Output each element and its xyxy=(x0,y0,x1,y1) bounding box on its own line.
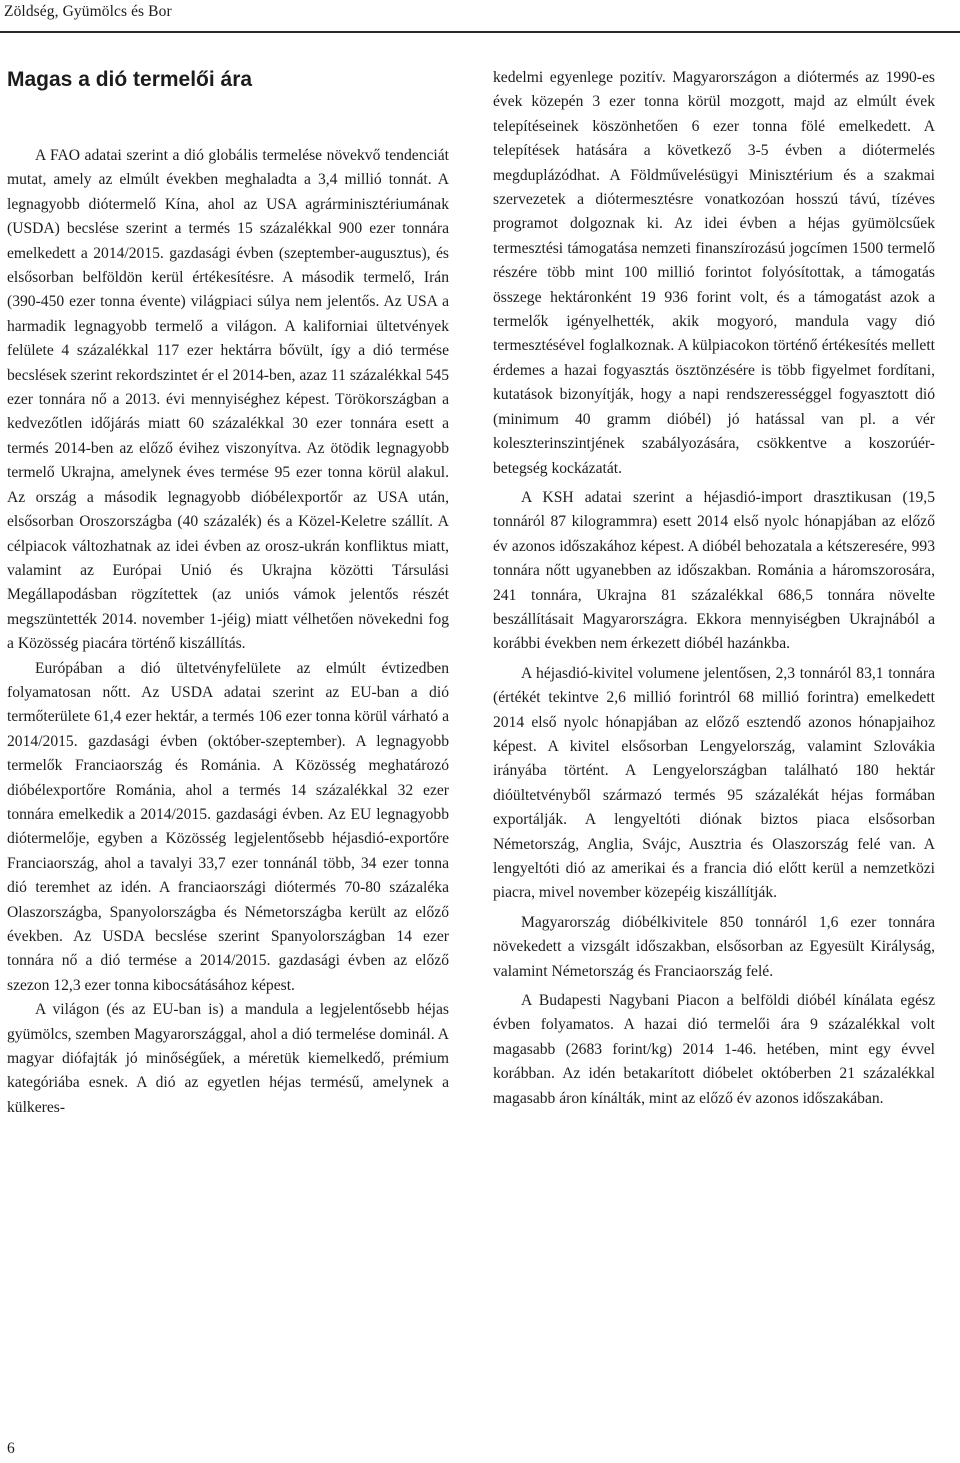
left-column xyxy=(7,144,449,1120)
paragraph-right-1: kedelmi egyenlege pozitív. Magyarországon a diótermés az 1990-es évek közepén 3 ezer tonna körül mozgott, majd az elmúlt évek telepítéseinek köszönhetően 6 ezer tonna fölé emelkedett. A telepítések hatására a következő 3-5 évben a diótermelés megduplázódhat. A Földművelésügyi Minisztérium és a szakmai szervezetek a diótermesztésre vonatkozóan hosszú távú, tízéves programot dolgoznak ki. Az idei évben a héjas gyümölcsűek termesztési támogatása nemzeti finanszírozású jogcímen 1500 termelő részére több mint 100 millió forintot folyósítottak, a támogatás összege hektáronként 19 936 forint volt, és a támogatást azok a termelők igényelhették, akik mogyoró, mandula vagy dió termesztésével foglalkoznak. A külpiacokon történő értékesítés mellett érdemes a hazai fogyasztás ösztönzésére is több figyelmet fordítani, kutatások bizonyítják, hogy a napi rendszerességgel fogyasztott dió (minimum 40 gramm dióbél) jó hatással van pl. a vér koleszterinszintjének szabályozására, csökkentve a koszorúér-betegség kockázatát. xyxy=(493,69,935,477)
paragraph-left-2: Európában a dió ültetvényfelülete az elmúlt évtizedben folyamatosan nőtt. Az USDA adatai szerint az EU-ban a dió termőterülete 61,4 ezer hektár, a termés 106 ezer tonna körül várható a 2014/2015. gazdasági évben (október-szeptember). A legnagyobb termelők Franciaország és Románia. A Közösség meghatározó dióbélexportőre Románia, ahol a termés 14 százalékkal 32 ezer tonnára emelkedik a 2014/2015. gazdasági évben. Az EU legnagyobb diótermelője, egyben a Közösség legjelentősebb héjasdió-exportőre Franciaország, ahol a tavalyi 33,7 ezer tonnánál több, 34 ezer tonna dió teremhet az idén. A franciaországi diótermés 70-80 százaléka Olaszországba, Spanyolországba és Németországba került az előző években. Az USDA becslése szerint Spanyolországban 14 ezer tonnára nő a dió termése a 2014/2015. gazdasági évben az előző szezon 12,3 ezer tonna kibocsátásához képest. xyxy=(7,659,449,994)
paragraph-right-4: Magyarország dióbélkivitele 850 tonnáról 1,6 ezer tonnára növekedett a vizsgált időszakban, elsősorban az Egyesült Királyság, valamint Németország és Franciaország felé. xyxy=(493,913,935,980)
article-title: Magas a dió termelői ára xyxy=(7,68,253,91)
paragraph-left-1: A FAO adatai szerint a dió globális termelése növekvő tendenciát mutat, amely az elmúlt években meghaladta a 3,4 millió tonnát. A legnagyobb diótermelő Kína, ahol az USA agrárminisztériumának (USDA) becslése szerint a termés 15 százalékkal 900 ezer tonnára emelkedett a 2014/2015. gazdasági évben (szeptember-augusztus), és elsősorban belföldön kerül értékesítésre. A második termelő, Irán (390-450 ezer tonna évente) világpiaci súlya nem jelentős. Az USA a harmadik legnagyobb termelő a világon. A kaliforniai ültetvények felülete 4 százalékkal 117 ezer hektárra bővült, így a dió termése becslések szerint rekordszintet ér el 2014-ben, azaz 11 százalékkal 545 ezer tonnára nő a 2013. évi mennyiséghez képest. Törökországban a kedvezőtlen időjárás miatt 60 százalékkal 30 ezer tonnára esett a termés 2014-ben az előző évihez viszonyítva. Az ötödik legnagyobb termelő Ukrajna, amelynek éves termése 95 ezer tonna körül alakul. Az ország a második legnagyobb dióbélexportőr az USA után, elsősorban Oroszországba (40 százalék) és a Közel-Keletre szállít. A célpiacok változhatnak az idei évben az orosz-ukrán konfliktus miatt, valamint az Európai Unió és Ukrajna közötti Társulási Megállapodásban rögzítettek (az uniós vámok jelentős részét megszüntették 2014. november 1-jéig) miatt vélhetően növekedni fog a Közösség piacára történő kiszállítás. xyxy=(7,147,449,653)
header-rule xyxy=(0,31,960,33)
right-column xyxy=(493,66,935,1111)
paragraph-left-3: A világon (és az EU-ban is) a mandula a legjelentősebb héjas gyümölcs, szemben Magyarországgal, ahol a dió termelése dominál. A magyar diófajták jó minőségűek, a méretük kiemelkedő, prémium kategóriába esnek. A dió az egyetlen héjas termésű, amelynek a külkeres- xyxy=(7,1001,449,1116)
running-head: Zöldség, Gyümölcs és Bor xyxy=(4,3,172,20)
page-number: 6 xyxy=(7,1440,15,1457)
paragraph-right-2: A KSH adatai szerint a héjasdió-import drasztikusan (19,5 tonnáról 87 kilogrammra) esett 2014 első nyolc hónapjában az előző év azonos időszakához képest. A dióbél behozatala a kétszeresére, 993 tonnára nőtt ugyanebben az időszakban. Románia a háromszorosára, 241 tonnára, Ukrajna 81 százalékkal 686,5 tonnára növelte beszállításait Magyarországra. Ekkora mennyiségben Ukrajnából a korábbi években nem érkezett dióbél hazánkba. xyxy=(493,488,935,653)
paragraph-right-3: A héjasdió-kivitel volumene jelentősen, 2,3 tonnáról 83,1 tonnára (értékét tekintve 2,6 millió forintról 68 millió forintra) emelkedett 2014 első nyolc hónapjában az előző esztendő azonos hónapjaihoz képest. A kivitel elsősorban Lengyelország, valamint Szlovákia irányába történt. A Lengyelországban található 180 hektár dióültetvényből származó termés 95 százalékát héjas formában exportálják. A lengyeltóti diónak biztos piaca elsősorban Németország, Anglia, Svájc, Ausztria és Olaszország felé van. A lengyeltóti dió az amerikai és a francia dió előtt kerül a nemzetközi piacra, mivel november közepéig kiszállítják. xyxy=(493,664,935,902)
paragraph-right-5: A Budapesti Nagybani Piacon a belföldi dióbél kínálata egész évben folyamatos. A hazai dió termelői ára 9 százalékkal volt magasabb (2683 forint/kg) 2014 1-46. hetében, mint egy évvel korábban. Az idén betakarított dióbelet októberben 21 százalékkal magasabb áron kínálták, mint az előző év azonos időszakában. xyxy=(493,992,935,1107)
